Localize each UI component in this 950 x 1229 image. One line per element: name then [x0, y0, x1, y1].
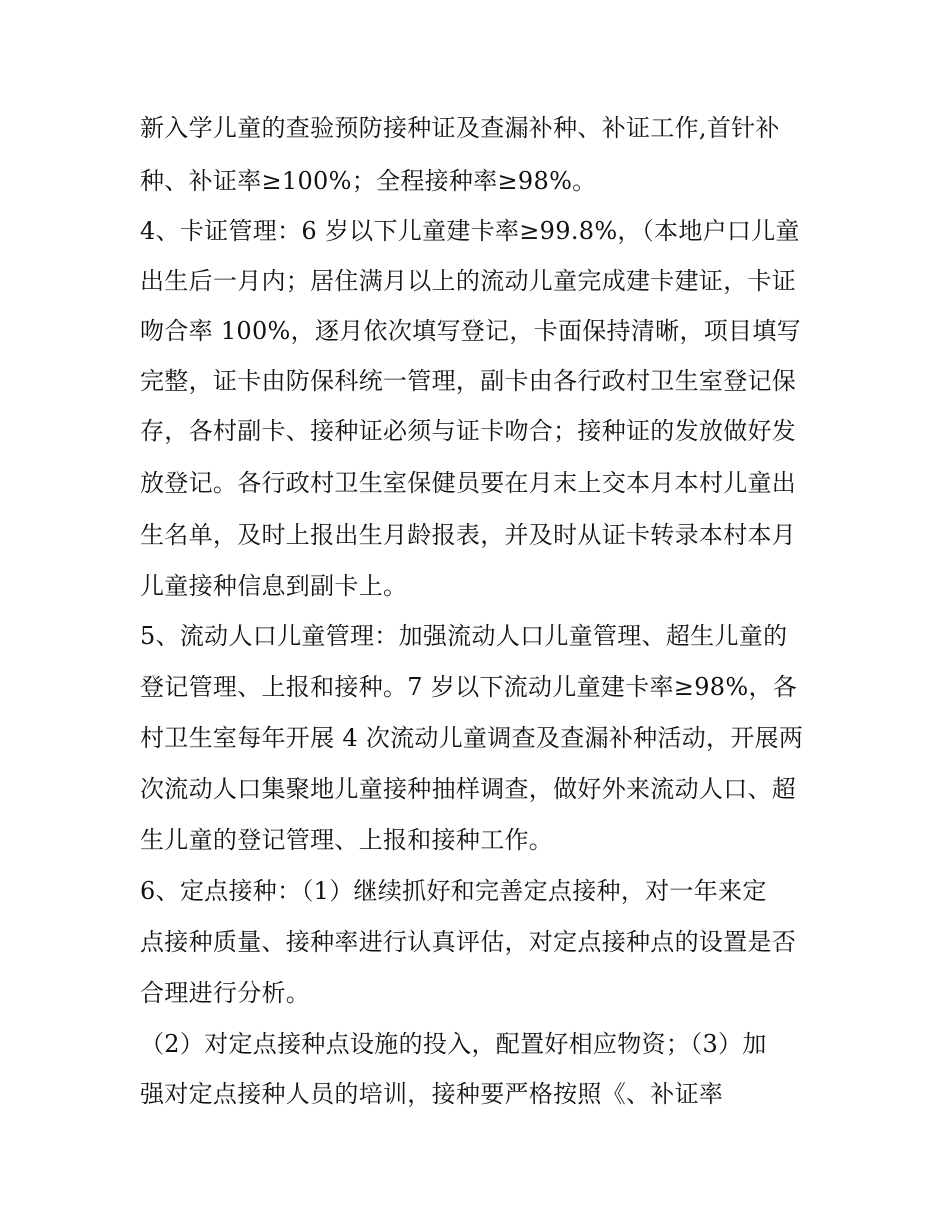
text-line: 放登记。各行政村卫生室保健员要在月末上交本月本村儿童出 — [140, 469, 797, 497]
text-line: 存，各村副卡、接种证必须与证卡吻合；接种证的发放做好发 — [140, 417, 797, 445]
text-line: 次流动人口集聚地儿童接种抽样调查，做好外来流动人口、超 — [140, 775, 797, 803]
text-line: 点接种质量、接种率进行认真评估，对定点接种点的设置是否 — [140, 928, 797, 956]
text-line: 合理进行分析。 — [140, 979, 311, 1007]
text-line: 生儿童的登记管理、上报和接种工作。 — [140, 826, 554, 854]
text-line: 强对定点接种人员的培训，接种要严格按照《、补证率 — [140, 1080, 724, 1108]
text-line: 6、定点接种：（1）继续抓好和完善定点接种，对一年来定 — [140, 877, 767, 905]
text-line: （2）对定点接种点设施的投入，配置好相应物资；（3）加 — [140, 1030, 767, 1058]
text-line: 完整，证卡由防保科统一管理，副卡由各行政村卫生室登记保 — [140, 367, 797, 395]
text-line: 4、卡证管理：6 岁以下儿童建卡率≥99.8%，（本地户口儿童 — [140, 217, 800, 245]
text-line: 吻合率 100%，逐月依次填写登记，卡面保持清晰，项目填写 — [140, 317, 801, 345]
text-line: 村卫生室每年开展 4 次流动儿童调查及查漏补种活动，开展两 — [140, 724, 804, 752]
text-line: 生名单，及时上报出生月龄报表，并及时从证卡转录本村本月 — [140, 521, 797, 549]
text-line: 5、流动人口儿童管理：加强流动人口儿童管理、超生儿童的 — [140, 622, 788, 650]
text-line: 新入学儿童的查验预防接种证及查漏补种、补证工作,首针补 — [140, 114, 780, 142]
text-line: 种、补证率≥100%；全程接种率≥98%。 — [140, 167, 597, 195]
text-line: 儿童接种信息到副卡上。 — [140, 572, 408, 600]
text-line: 出生后一月内；居住满月以上的流动儿童完成建卡建证，卡证 — [140, 267, 797, 295]
text-line: 登记管理、上报和接种。7 岁以下流动儿童建卡率≥98%，各 — [140, 673, 798, 701]
